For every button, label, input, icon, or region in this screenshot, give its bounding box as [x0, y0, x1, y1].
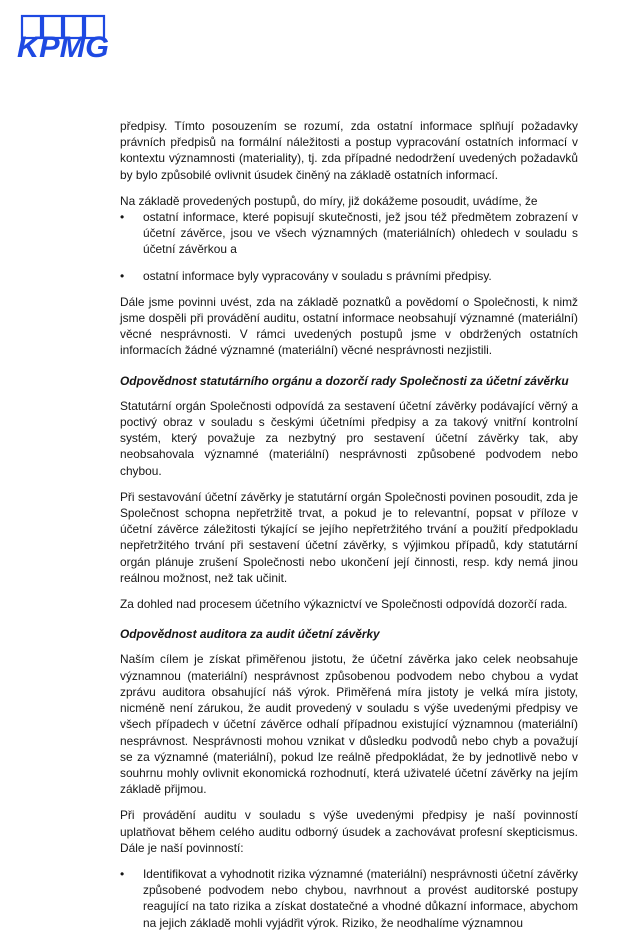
bullet-list-statements — [120, 209, 578, 284]
paragraph-professional-judgment: Při provádění auditu v souladu s výše uvedenými předpisy je naší povinností uplatňovat během celého auditu odborný úsudek a zachovávat profesní skepticismus. Dále je naší povinností: — [120, 808, 578, 855]
bullet-list-duties — [120, 866, 578, 931]
bullet-item: • ostatní informace byly vypracovány v souladu s právními předpisy. — [120, 268, 578, 284]
paragraph-statutory-body: Statutární orgán Společnosti odpovídá za sestavení účetní závěrky podávající věrný a poctivý obraz v souladu s českými účetními předpisy a za takový vnitřní kontrolní systém, který považuje za nezbytný pro sestavení účetní závěrky tak, aby neobsahovala významné (materiální) nesprávnosti způsobené podvodem nebo chybou. — [120, 398, 578, 478]
bullet-item: • Identifikovat a vyhodnotit rizika významné (materiální) nesprávnosti účetní závěrky způsobené podvodem nebo chybou, navrhnout a provést auditorské postupy reagující na tato rizika a získat dostatečné a vhodné důkazní informace, abychom na jejich základě mohli vyjádřit výrok. Riziko, že neodhalíme významnou — [120, 866, 578, 931]
paragraph-going-concern: Při sestavování účetní závěrky je statutární orgán Společnosti povinen posoudit, zda je Společnost schopna nepřetržitě trvat, a pokud je to relevantní, popsat v příloze v účetní závěrce záležitosti týkající se jejího nepřetržitého trvání a použití předpokladu nepřetržitého trvání při sestavení účetní závěrky, s výjimkou případů, kdy statutární orgán plánuje zrušení Společnosti nebo ukončení její činnosti, resp. kdy nemá jinou reálnou možnost, než tak učinit. — [120, 489, 578, 585]
paragraph-procedures-intro: Na základě provedených postupů, do míry, již dokážeme posoudit, uvádíme, že — [120, 193, 538, 208]
section-heading-statutory-responsibility: Odpovědnost statutárního orgánu a dozorčí rady Společnosti za účetní závěrku — [120, 373, 569, 388]
logo-text: KPMG — [17, 31, 110, 62]
report-body — [120, 118, 578, 931]
kpmg-logo — [16, 14, 112, 62]
bullet-item: • ostatní informace, které popisují skutečnosti, jež jsou též předmětem zobrazení v účetní závěrce, jsou ve všech významných (materiálních) ohledech v souladu s účetní závěrkou a — [120, 209, 578, 258]
paragraph-other-info-assessment: předpisy. Tímto posouzením se rozumí, zda ostatní informace splňují požadavky právních předpisů na formální náležitosti a postup vypracování ostatních informací v kontextu významnosti (materiality), tj. zda případné nedodržení uvedených požadavků by bylo způsobilé ovlivnit úsudek činěný na základě ostatních informací. — [120, 119, 578, 182]
paragraph-supervisory-board: Za dohled nad procesem účetního výkaznictví ve Společnosti odpovídá dozorčí rada. — [120, 597, 568, 612]
paragraph-audit-objective: Naším cílem je získat přiměřenou jistotu, že účetní závěrka jako celek neobsahuje významnou (materiální) nesprávnost způsobenou podvodem nebo chybou a vydat zprávu auditora obsahující náš výrok. Přiměřená míra jistoty je velká míra jistoty, nicméně není zárukou, že audit provedený v souladu s výše uvedenými předpisy ve všech případech v účetní závěrce odhalí případnou existující významnou (materiální) nesprávnost. Nesprávnosti mohou vznikat v důsledku podvodů nebo chyb a považují se za významné (materiální), pokud lze reálně předpokládat, že by jednotlivě nebo v souhrnu mohly ovlivnit ekonomická rozhodnutí, která uživatelé účetní závěrky na jejím základě přijmou. — [120, 652, 578, 797]
paragraph-misstatements: Dále jsme povinni uvést, zda na základě poznatků a povědomí o Společnosti, k nimž jsme dospěli při provádění auditu, ostatní informace neobsahují významné (materiální) věcné nesprávnosti. V rámci uvedených postupů jsme v obdržených ostatních informacích žádné významné (materiální) věcné nesprávnosti nezjistili. — [120, 294, 578, 358]
section-heading-auditor-responsibility: Odpovědnost auditora za audit účetní závěrky — [120, 627, 380, 642]
